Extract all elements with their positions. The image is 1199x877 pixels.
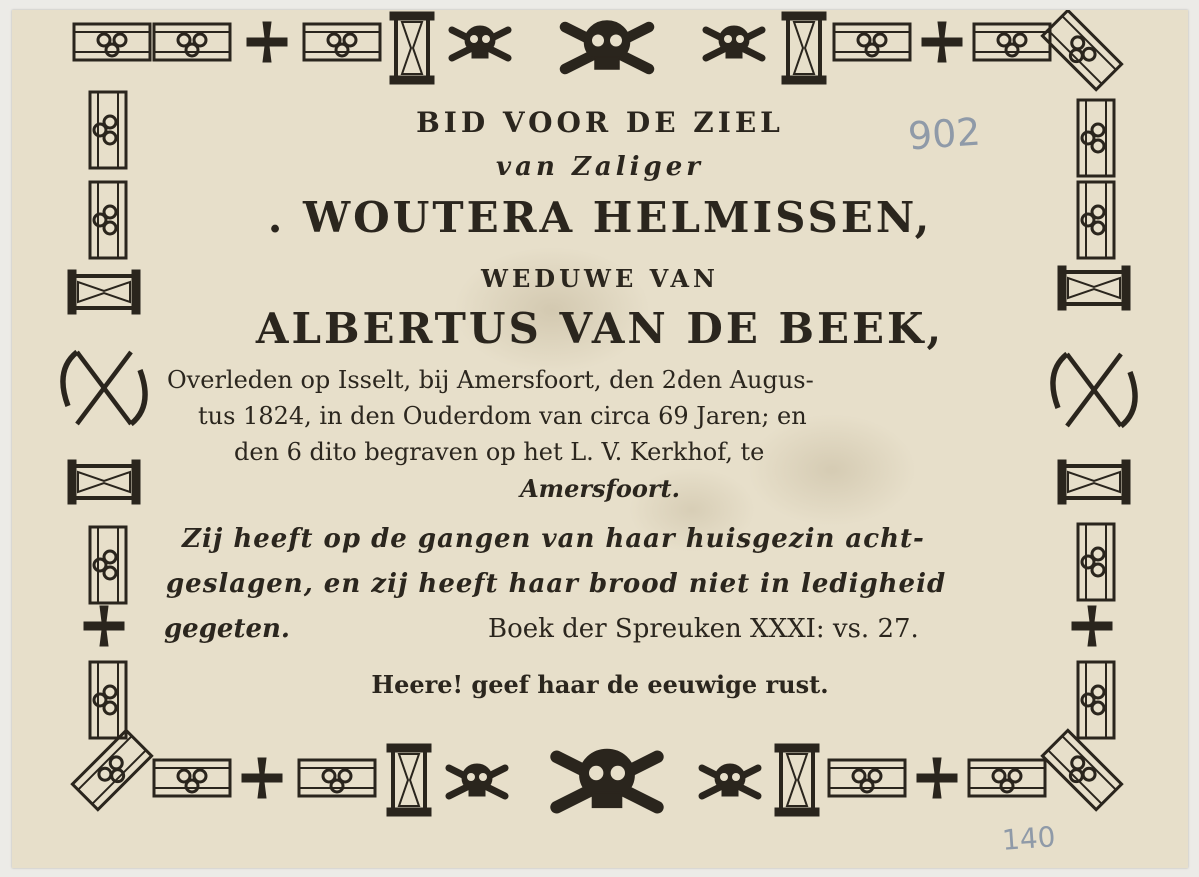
closing-prayer: Heere! geef haar de eeuwige rust. [371, 670, 829, 699]
quote-line-2: geslagen, en zij heeft haar brood niet in ledigheid [166, 569, 947, 599]
card-subheading: van Zaliger [496, 152, 704, 182]
death-line-2: tus 1824, in den Ouderdom van circa 69 Jaren; en [198, 402, 807, 430]
deceased-name: . WOUTERA HELMISSEN, [267, 193, 933, 242]
quote-line-3: gegeten. [164, 614, 290, 644]
card-heading: BID VOOR DE ZIEL [416, 106, 784, 139]
pencil-note-top: 902 [906, 109, 982, 159]
death-line-3: den 6 dito begraven op het L. V. Kerkhof, te [234, 438, 765, 466]
pencil-note-bottom: 140 [1000, 820, 1057, 857]
quote-line-1: Zij heeft op de gangen van haar huisgezin acht- [182, 524, 925, 554]
death-line-1: Overleden op Isselt, bij Amersfoort, den 2den Augus- [167, 366, 814, 394]
card-text [12, 10, 1188, 868]
memorial-card [12, 10, 1188, 868]
death-line-4: Amersfoort. [520, 474, 680, 503]
relation-label: WEDUWE VAN [481, 264, 719, 293]
scripture-reference: Boek der Spreuken XXXI: vs. 27. [488, 614, 919, 644]
spouse-name: ALBERTUS VAN DE BEEK, [255, 304, 945, 353]
